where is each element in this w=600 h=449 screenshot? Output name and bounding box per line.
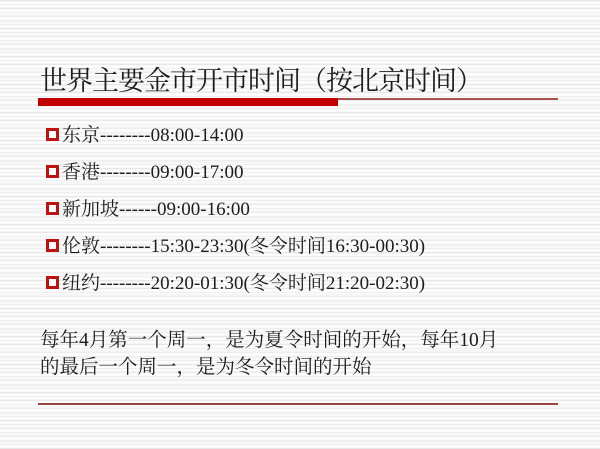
market-name: 香港 xyxy=(62,162,101,183)
square-bullet-icon xyxy=(46,165,59,178)
list-item-tokyo xyxy=(46,124,425,147)
square-bullet-icon xyxy=(46,239,59,252)
footer-note-line2: 的最后一个周一，是为冬令时间的开始 xyxy=(40,357,372,378)
dash-leader: -------- xyxy=(100,162,151,183)
market-row-text xyxy=(62,124,244,147)
market-schedule: 08:00-14:00 xyxy=(150,125,244,146)
market-schedule: 15:30-23:30(冬令时间16:30-00:30) xyxy=(150,236,426,257)
market-row-text xyxy=(62,198,250,221)
square-bullet-icon xyxy=(46,276,59,289)
footer-note xyxy=(40,327,498,381)
dash-leader: -------- xyxy=(100,125,151,146)
title-underline-thick xyxy=(38,98,338,106)
market-row-text xyxy=(62,272,425,295)
bottom-divider-line xyxy=(38,403,558,405)
dash-leader: -------- xyxy=(100,236,151,257)
list-item-hongkong xyxy=(46,161,425,184)
dash-leader: -------- xyxy=(100,273,151,294)
square-bullet-icon xyxy=(46,128,59,141)
footer-note-line1: 每年4月第一个周一，是为夏令时间的开始，每年10月 xyxy=(40,330,499,351)
market-schedule: 09:00-17:00 xyxy=(150,162,244,183)
slide-title: 世界主要金市开市时间（按北京时间） xyxy=(40,66,482,96)
market-schedule: 09:00-16:00 xyxy=(156,199,250,220)
market-row-text xyxy=(62,161,244,184)
dash-leader: ------ xyxy=(119,199,157,220)
list-item-newyork xyxy=(46,272,425,295)
market-name: 伦敦 xyxy=(62,236,101,257)
market-name: 东京 xyxy=(62,125,101,146)
market-name: 纽约 xyxy=(62,273,101,294)
list-item-singapore xyxy=(46,198,425,221)
market-hours-list xyxy=(46,124,425,309)
square-bullet-icon xyxy=(46,202,59,215)
market-row-text xyxy=(62,235,425,258)
market-name: 新加坡 xyxy=(62,199,120,220)
market-schedule: 20:20-01:30(冬令时间21:20-02:30) xyxy=(150,273,426,294)
list-item-london xyxy=(46,235,425,258)
